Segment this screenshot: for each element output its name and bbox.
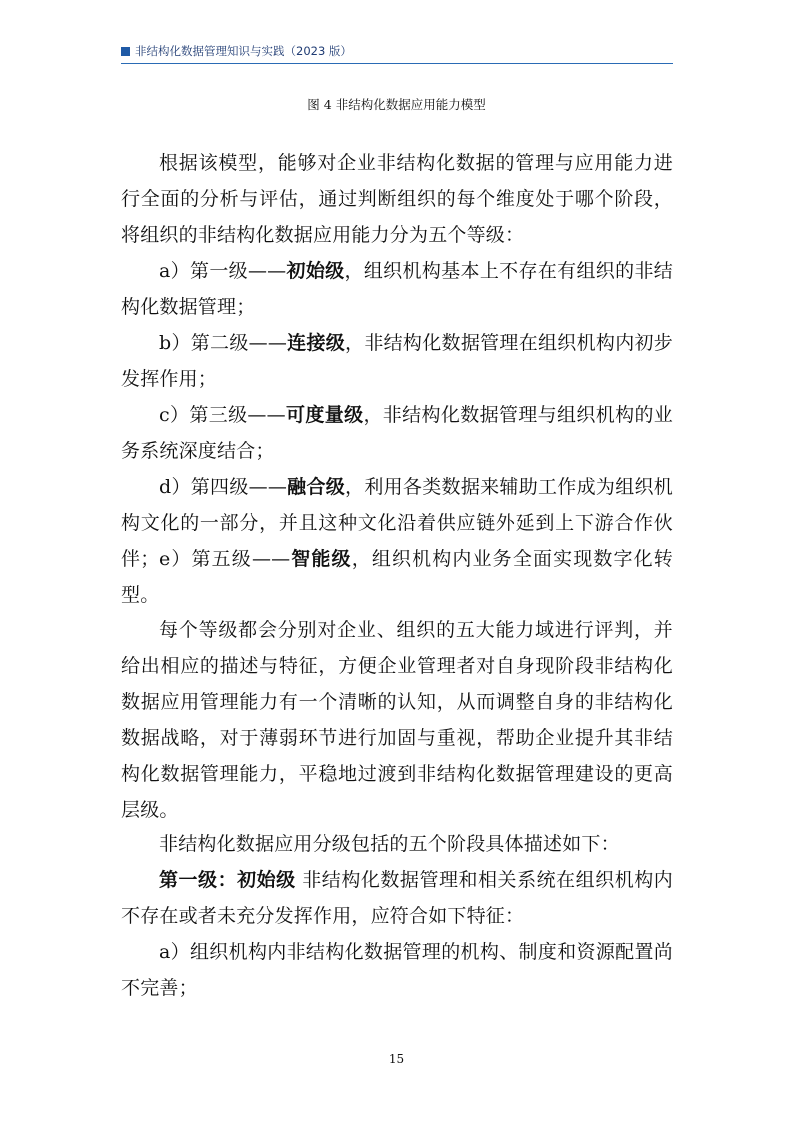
level-name: 可度量级 xyxy=(285,404,364,426)
level-prefix: d）第四级—— xyxy=(159,476,288,498)
level-name: 融合级 xyxy=(287,476,346,498)
level-prefix: c）第三级—— xyxy=(159,404,286,426)
running-header xyxy=(121,42,673,64)
first-level-text: 非结构化数据管理和相关系统在组织机构内不存在或者未充分发挥作用，应符合如下特征： xyxy=(121,869,673,927)
level-text: ，非结构化数据管理在组织机构内初步发挥作用； xyxy=(121,332,673,390)
level-item-c xyxy=(121,397,673,469)
first-level-paragraph xyxy=(121,862,673,934)
level-item-e xyxy=(121,541,673,613)
level-text: ，非结构化数据管理与组织机构的业务系统深度结合； xyxy=(121,404,674,462)
header-title: 非结构化数据管理知识与实践（2023 版） xyxy=(135,44,352,58)
level-prefix: b）第二级—— xyxy=(159,332,288,354)
intro-paragraph: 根据该模型，能够对企业非结构化数据的管理与应用能力进行全面的分析与评估，通过判断组织的每个维度处于哪个阶段，将组织的非结构化数据应用能力分为五个等级： xyxy=(121,152,673,246)
first-level-heading: 第一级：初始级 xyxy=(159,869,296,891)
level-item-a xyxy=(121,253,673,325)
first-level-item-a: a）组织机构内非结构化数据管理的机构、制度和资源配置尚不完善； xyxy=(121,941,673,999)
level-name: 连接级 xyxy=(287,332,346,354)
level-text: ，组织机构基本上不存在有组织的非结构化数据管理； xyxy=(121,260,673,318)
level-item-b xyxy=(121,325,673,397)
level-prefix: e）第五级—— xyxy=(159,548,291,570)
page-number: 15 xyxy=(388,1052,405,1066)
level-name: 智能级 xyxy=(290,548,352,570)
evaluation-paragraph: 每个等级都会分别对企业、组织的五大能力域进行评判，并给出相应的描述与特征，方便企业管理者对自身现阶段非结构化数据应用管理能力有一个清晰的认知，从而调整自身的非结构化数据战略，对于薄弱环节进行加固与重视，帮助企业提升其非结构化数据管理能力，平稳地过渡到非结构化数据管理建设的更高层级。 xyxy=(121,619,673,821)
header-rule xyxy=(121,63,673,64)
header-square-icon xyxy=(121,47,130,56)
level-name: 初始级 xyxy=(286,260,345,282)
figure-caption: 图 4 非结构化数据应用能力模型 xyxy=(307,97,486,112)
level-prefix: a）第一级—— xyxy=(159,260,287,282)
stages-intro-paragraph: 非结构化数据应用分级包括的五个阶段具体描述如下： xyxy=(159,833,620,855)
level-text: ，利用各类数据来辅助工作成为组织机构文化的一部分，并且这种文化沿着供应链外延到上下游合作伙伴； xyxy=(121,476,673,570)
level-text: ，组织机构内业务全面实现数字化转型。 xyxy=(121,548,673,606)
